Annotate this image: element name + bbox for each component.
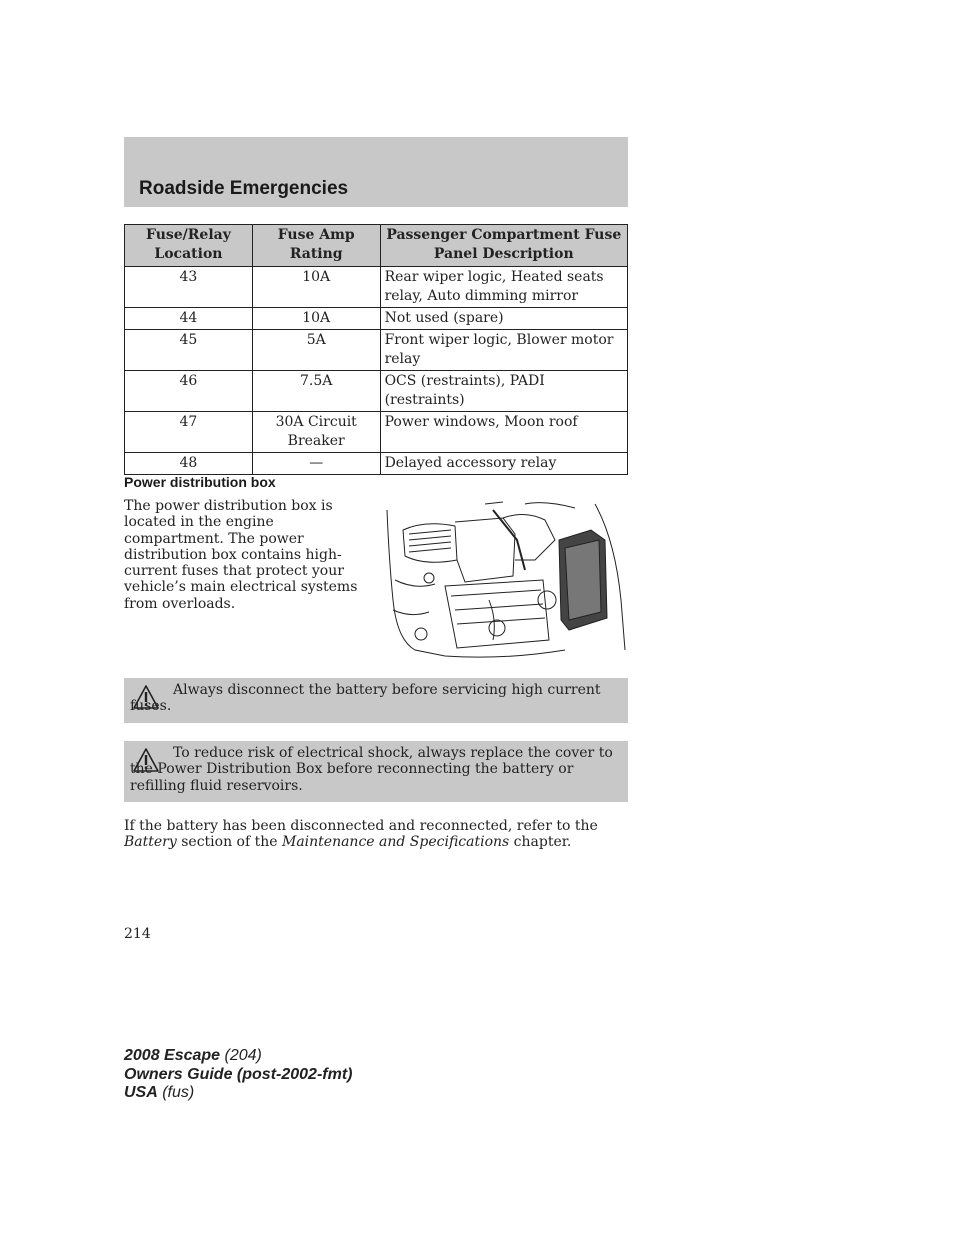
table-row [125, 453, 628, 475]
cell-amp-rating: — [252, 453, 380, 475]
closing-text: If the battery has been disconnected and reconnected, refer to the [124, 818, 598, 834]
cell-amp-rating: 30A Circuit Breaker [252, 412, 380, 453]
cell-description: Rear wiper logic, Heated seats relay, Auto dimming mirror [380, 267, 627, 308]
footer-model: 2008 Escape [124, 1047, 221, 1064]
footer-model-code: (204) [220, 1047, 262, 1064]
cell-description: Front wiper logic, Blower motor relay [380, 330, 627, 371]
cell-amp-rating: 10A [252, 308, 380, 330]
cell-amp-rating: 7.5A [252, 371, 380, 412]
table-row [125, 308, 628, 330]
warning-box [124, 678, 628, 723]
table-row [125, 412, 628, 453]
cell-amp-rating: 10A [252, 267, 380, 308]
cell-location: 43 [125, 267, 253, 308]
column-header-description: Passenger Compartment Fuse Panel Description [380, 225, 627, 267]
footer-market-code: (fus) [157, 1084, 195, 1101]
closing-paragraph [124, 818, 628, 851]
closing-text: section of the [176, 834, 282, 851]
section-heading: Power distribution box [124, 474, 276, 490]
intro-paragraph: The power distribution box is located in the engine compartment. The power distribution box contains high-current fuses that protect your vehicle’s main electrical systems from overloads. [124, 498, 358, 612]
cell-location: 48 [125, 453, 253, 475]
cell-description: OCS (restraints), PADI (restraints) [380, 371, 627, 412]
page-number: 214 [124, 926, 151, 942]
column-header-amp-rating: Fuse Amp Rating [252, 225, 380, 267]
footer-guide: Owners Guide (post-2002-fmt) [124, 1065, 353, 1083]
cell-location: 47 [125, 412, 253, 453]
chapter-reference: Maintenance and Specifications [281, 834, 510, 851]
battery-reference: Battery [124, 834, 177, 851]
footer-market: USA [124, 1084, 158, 1101]
warning-text: To reduce risk of electrical shock, always replace the cover to the Power Distribution Box before reconnecting the battery or refilling fluid reservoirs. [130, 745, 613, 794]
footer [124, 1047, 352, 1103]
cell-location: 45 [125, 330, 253, 371]
closing-text: chapter. [509, 834, 572, 851]
table-row [125, 267, 628, 308]
cell-location: 46 [125, 371, 253, 412]
cell-description: Not used (spare) [380, 308, 627, 330]
cell-description: Power windows, Moon roof [380, 412, 627, 453]
warning-text: Always disconnect the battery before servicing high current fuses. [130, 682, 601, 715]
column-header-location: Fuse/Relay Location [125, 225, 253, 267]
engine-compartment-illustration [385, 500, 628, 662]
table-row [125, 371, 628, 412]
cell-location: 44 [125, 308, 253, 330]
fuse-table [124, 224, 628, 475]
table-header-row [125, 225, 628, 267]
table-row [125, 330, 628, 371]
page-title: Roadside Emergencies [139, 178, 349, 199]
cell-amp-rating: 5A [252, 330, 380, 371]
cell-description: Delayed accessory relay [380, 453, 627, 475]
warning-box [124, 741, 628, 802]
